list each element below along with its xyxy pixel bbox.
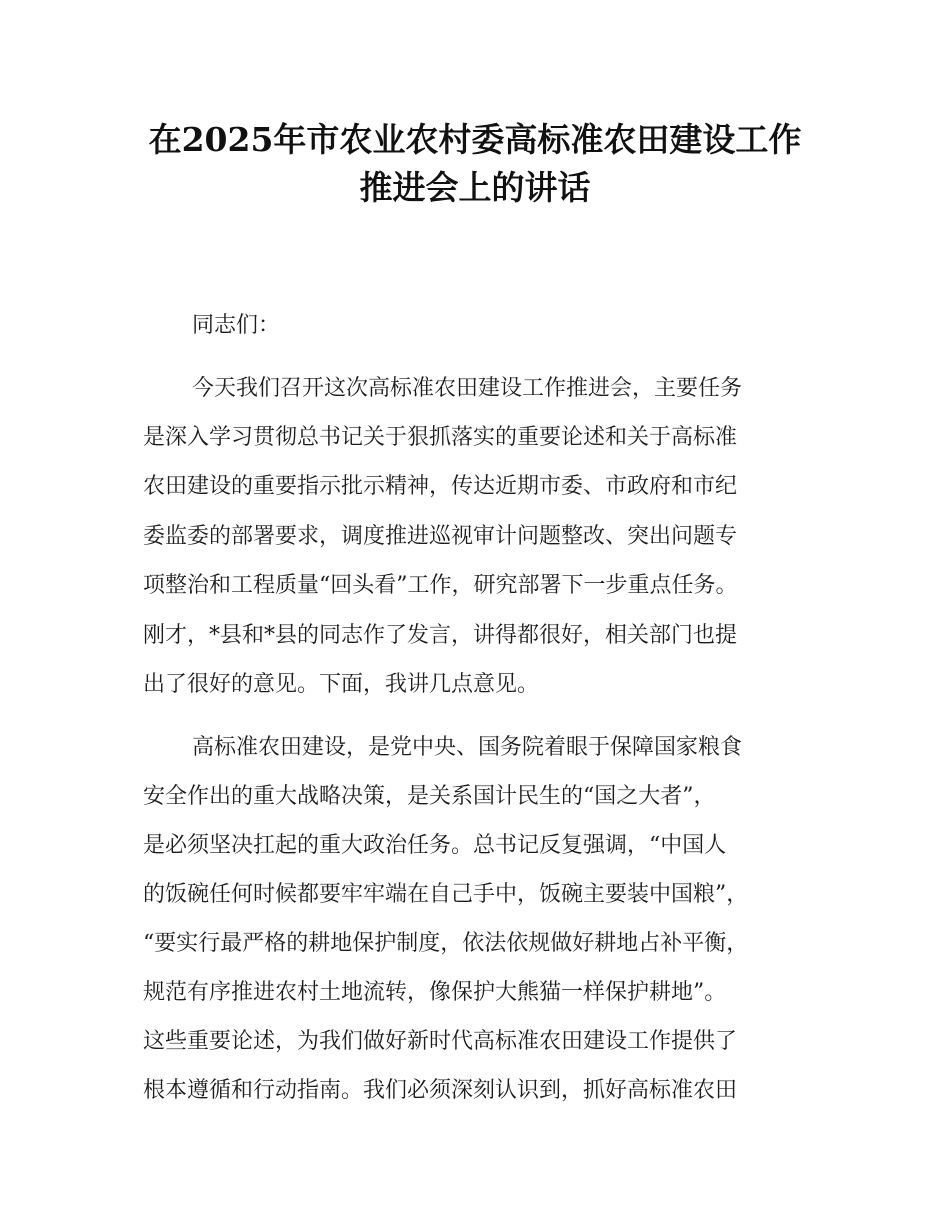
paragraph-2-line-6: 规范有序推进农村土地流转，像保护大熊猫一样保护耕地”。 xyxy=(143,980,727,1005)
salutation: 同志们： xyxy=(192,313,281,338)
paragraph-2-line-4: 的饭碗任何时候都要牢牢端在自己手中，饭碗主要装中国粮”， xyxy=(143,882,749,907)
paragraph-2-line-5: “要实行最严格的耕地保护制度，依法依规做好耕地占补平衡， xyxy=(143,931,749,956)
paragraph-1-line-5: 项整治和工程质量“回头看”工作，研究部署下一步重点任务。 xyxy=(143,573,738,598)
paragraph-1-line-6: 刚才，*县和*县的同志作了发言，讲得都很好，相关部门也提 xyxy=(143,623,738,648)
paragraph-1-line-1: 今天我们召开这次高标准农田建设工作推进会，主要任务 xyxy=(192,376,743,401)
paragraph-1-line-7: 出了很好的意见。下面，我讲几点意见。 xyxy=(143,672,540,697)
paragraph-1-line-2: 是深入学习贯彻总书记关于狠抓落实的重要论述和关于高标准 xyxy=(143,425,738,450)
paragraph-1-line-4: 委监委的部署要求，调度推进巡视审计问题整改、突出问题专 xyxy=(143,524,738,549)
paragraph-1-line-3: 农田建设的重要指示批示精神，传达近期市委、市政府和市纪 xyxy=(143,474,738,499)
paragraph-2-line-1: 高标准农田建设，是党中央、国务院着眼于保障国家粮食 xyxy=(192,735,743,760)
document-title-line-2: 推进会上的讲话 xyxy=(359,168,591,207)
paragraph-2-line-3: 是必须坚决扛起的重大政治任务。总书记反复强调，“中国人 xyxy=(143,833,727,858)
paragraph-2-line-7: 这些重要论述，为我们做好新时代高标准农田建设工作提供了 xyxy=(143,1029,738,1054)
paragraph-2-line-2: 安全作出的重大战略决策，是关系国计民生的“国之大者”， xyxy=(143,784,716,809)
paragraph-2-line-8: 根本遵循和行动指南。我们必须深刻认识到，抓好高标准农田 xyxy=(143,1078,738,1103)
document-title-line-1: 在2025年市农业农村委高标准农田建设工作 xyxy=(148,120,802,159)
